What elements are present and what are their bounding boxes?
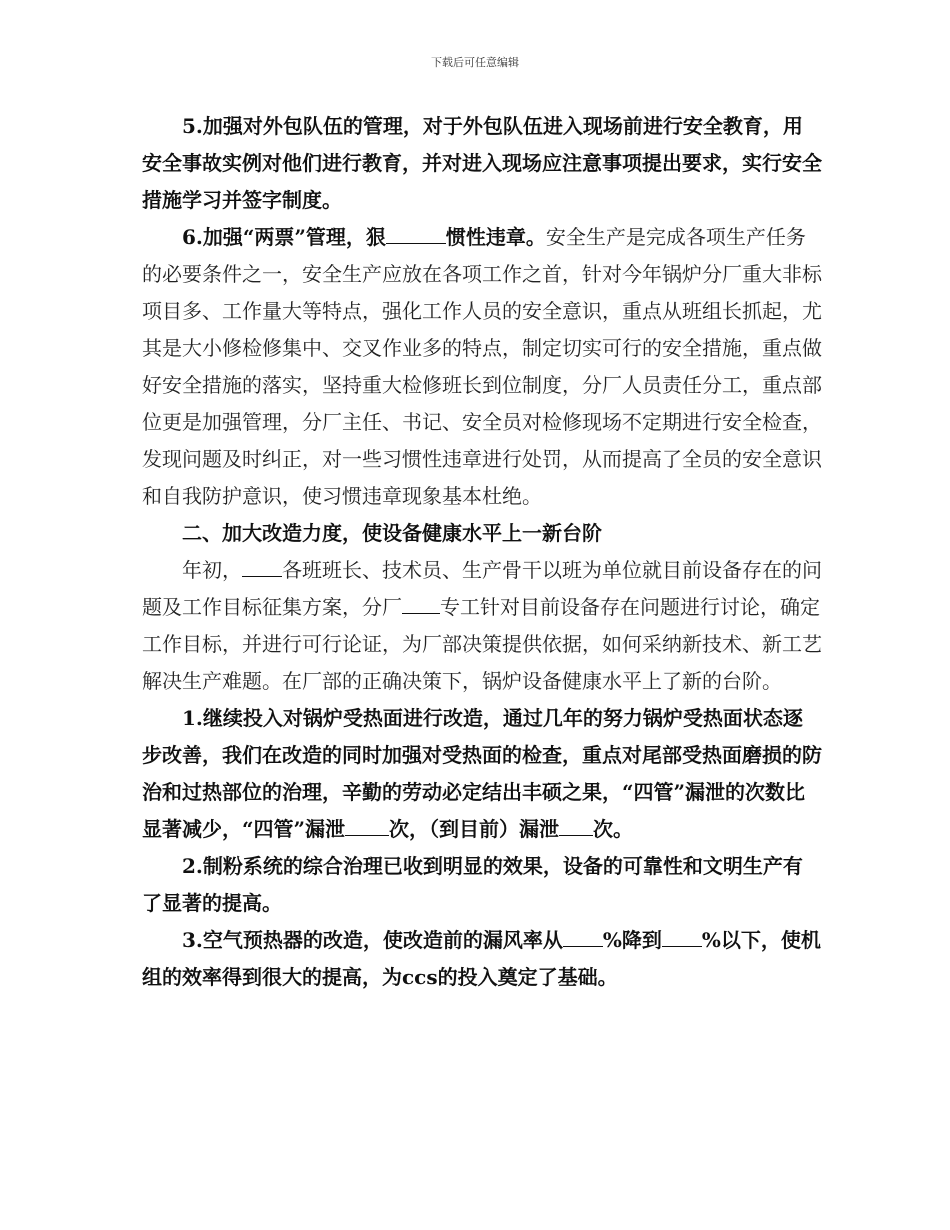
blank-field <box>662 928 702 947</box>
blank-field <box>559 817 593 836</box>
intro-part-b: 各班班长、技术员、生产骨干以班为单位就目前设备存在的问题及工作目标征集方案，分厂 <box>142 558 822 619</box>
section-heading: 二、加大改造力度，使设备健康水平上一新台阶 <box>182 521 602 545</box>
document-body <box>142 108 822 996</box>
item-3-part-c: %以下，使机组的效率得到很大的提高，为ccs的投入奠定了基础。 <box>142 928 821 989</box>
item-6-lead: 6.加强“两票”管理，狠 <box>182 225 386 249</box>
paragraph-item-3 <box>142 922 822 996</box>
item-6-body: 安全生产是完成各项生产任务的必要条件之一，安全生产应放在各项工作之首，针对今年锅炉分厂重大非标项目多、工作量大等特点，强化工作人员的安全意识，重点从班组长抓起，尤其是大小修检修集中、交叉作业多的特点，制定切实可行的安全措施，重点做好安全措施的落实，坚持重大检修班长到位制度，分厂人员责任分工，重点部位更是加强管理，分厂主任、书记、安全员对检修现场不定期进行安全检查，发现问题及时纠正，对一些习惯性违章进行处罚，从而提高了全员的安全意识和自我防护意识，使习惯违章现象基本杜绝。 <box>142 225 822 508</box>
blank-field <box>345 817 389 836</box>
item-3-part-a: 3.空气预热器的改造，使改造前的漏风率从 <box>182 928 563 952</box>
paragraph-item-5: 5.加强对外包队伍的管理，对于外包队伍进入现场前进行安全教育，用安全事故实例对他们进行教育，并对进入现场应注意事项提出要求，实行安全措施学习并签字制度。 <box>142 114 822 212</box>
section-intro <box>142 552 822 700</box>
paragraph-item-6 <box>142 219 822 515</box>
page-header: 下载后可任意编辑 <box>431 56 519 69</box>
blank-field <box>386 225 446 244</box>
item-1-part-c: 次。 <box>593 817 634 841</box>
intro-part-c: 专工针对目前设备存在问题进行讨论，确定工作目标，并进行可行论证，为厂部决策提供依据，如何采纳新技术、新工艺解决生产难题。在厂部的正确决策下，锅炉设备健康水平上了新的台阶。 <box>142 595 822 693</box>
item-6-lead-end: 惯性违章。 <box>445 225 546 249</box>
blank-field <box>563 928 603 947</box>
item-1-part-a: 1.继续投入对锅炉受热面进行改造，通过几年的努力锅炉受热面状态逐步改善，我们在改造的同时加强对受热面的检查，重点对尾部受热面磨损的防治和过热部位的治理，辛勤的劳动必定结出丰硕之果，“四管”漏泄的次数比显著减少，“四管”漏泄 <box>142 706 822 841</box>
blank-field <box>242 558 282 577</box>
item-3-part-b: %降到 <box>602 928 662 952</box>
blank-field <box>402 595 440 614</box>
intro-part-a: 年初， <box>182 558 242 582</box>
item-1-part-b: 次，（到目前）漏泄 <box>389 817 560 841</box>
paragraph-item-1 <box>142 700 822 848</box>
paragraph-item-2: 2.制粉系统的综合治理已收到明显的效果，设备的可靠性和文明生产有了显著的提高。 <box>142 854 803 915</box>
